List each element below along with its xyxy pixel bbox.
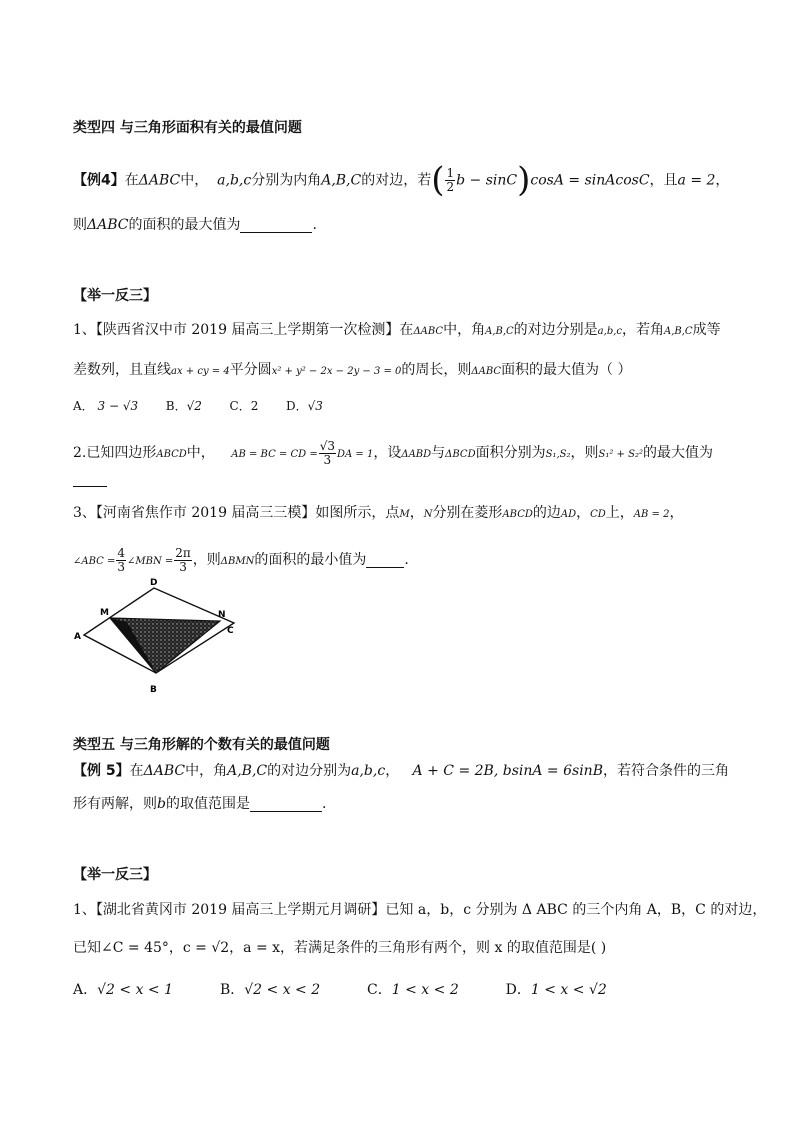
fraction: $\frac{1}{2}$	[446, 166, 455, 194]
option-a[interactable]: A．√2 < x < 1	[73, 982, 174, 998]
point-label-n: N	[218, 610, 226, 620]
q1-options	[73, 400, 323, 412]
example-5-line-1: 【例 5】在ΔABC中，角A,B,C的对边分别为a,b,c， A + C = 2B, bsinA = 6sinB，若符合条件的三角	[73, 763, 729, 779]
option-b[interactable]: B．√2 < x < 2	[219, 982, 321, 998]
q2-line-1: 2.已知四边形ABCD中， AB = BC = CD = $\frac{√3}{3}$ DA = 1，设ΔABD与ΔBCD面积分别为S₁,S₂，则S₁² + S₂²的最大值为	[73, 439, 713, 467]
example-5-line-2: 形有两解，则b的取值范围是 .	[73, 796, 327, 812]
s5-q1-line-2: 已知∠C = 45°，c = √2，a = x，若满足条件的三角形有两个，则 x 的取值范围是( )	[73, 940, 607, 956]
point-label-c: C	[227, 626, 234, 636]
q3-line-2: ∠ABC = $\frac{4}{3}$ ∠MBN = $\frac{2\pi}{3}$ ，则ΔBMN的面积的最小值为 .	[73, 546, 409, 574]
option-c[interactable]: C．1 < x < 2	[367, 982, 459, 998]
q2-line-2	[73, 472, 107, 487]
s5-q1-line-1: 1、【湖北省黄冈市 2019 届高三上学期元月调研】已知 a，b，c 分别为 Δ ABC 的三个内角 A，B，C 的对边，	[73, 902, 767, 918]
answer-blank[interactable]	[240, 218, 312, 233]
option-b[interactable]: B．√2	[165, 399, 202, 413]
option-d[interactable]: D．1 < x < √2	[505, 982, 607, 998]
answer-blank[interactable]	[366, 553, 404, 568]
option-d[interactable]: D．√3	[286, 399, 323, 413]
example-4-line-1: 【例4】在ΔABC中， a,b,c分别为内角A,B,C的对边，若( $\frac{1}{2}$ b − sinC)cosA = sinAcosC，且a = 2，	[73, 160, 730, 200]
point-label-d: D	[150, 578, 158, 588]
example-4-label: 【例4】	[73, 172, 125, 189]
point-label-m: M	[100, 608, 109, 618]
point-label-b: B	[150, 685, 157, 695]
rhombus-figure	[72, 575, 242, 695]
option-c[interactable]: C．2	[229, 399, 259, 413]
practice-title-1: 【举一反三】	[73, 288, 157, 304]
point-label-a: A	[74, 632, 81, 642]
q1-line-1: 1、【陕西省汉中市 2019 届高三上学期第一次检测】在ΔABC中，角A,B,C的对边分别是a,b,c，若角A,B,C成等	[73, 322, 721, 338]
example-5-label: 【例 5】	[73, 763, 130, 779]
q1-line-2: 差数列，且直线ax + cy = 4平分圆x² + y² − 2x − 2y − 3 = 0的周长，则ΔABC面积的最大值为（ ）	[73, 362, 632, 378]
section-5-title: 类型五 与三角形解的个数有关的最值问题	[73, 737, 330, 753]
q3-line-1: 3、【河南省焦作市 2019 届高三三模】如图所示，点M，N分别在菱形ABCD的边AD，CD上，AB = 2，	[73, 505, 684, 521]
practice-title-2: 【举一反三】	[73, 867, 157, 883]
answer-blank[interactable]	[250, 797, 322, 812]
answer-blank[interactable]	[73, 472, 107, 487]
example-4-line-2: 则ΔABC的面积的最大值为 .	[73, 217, 317, 233]
option-a[interactable]: A． 3 − √3	[73, 399, 139, 413]
section-4-title: 类型四 与三角形面积有关的最值问题	[73, 120, 302, 136]
s5-q1-options	[73, 983, 607, 997]
